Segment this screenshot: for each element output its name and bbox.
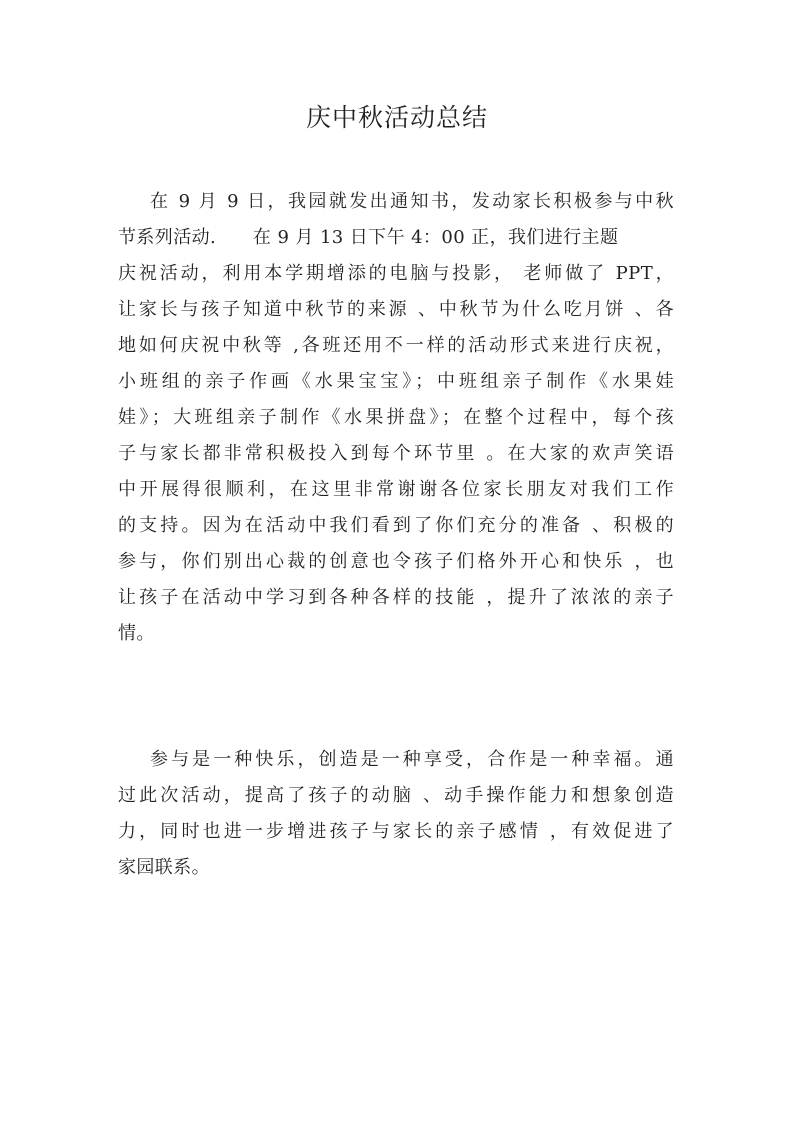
paragraph-line: 家园联系。 bbox=[118, 857, 210, 878]
paragraph-line: 子与家长都非常积极投入到每个环节里 。在大家的欢声笑语 bbox=[118, 443, 674, 464]
paragraph-line: 庆祝活动，利用本学期增添的电脑与投影， 老师做了 PPT， bbox=[118, 263, 674, 284]
paragraph-line: 过此次活动，提高了孩子的动脑 、动手操作能力和想象创造 bbox=[118, 785, 674, 806]
paragraph-line: 在 9 月 9 日，我园就发出通知书，发动家长积极参与中秋 bbox=[150, 191, 674, 212]
paragraph-line: 参与是一种快乐，创造是一种享受，合作是一种幸福。通 bbox=[150, 749, 674, 770]
paragraph-2 bbox=[118, 742, 674, 886]
paragraph-line: 地如何庆祝中秋等 ,各班还用不一样的活动形式来进行庆祝， bbox=[118, 335, 674, 356]
document-title: 庆中秋活动总结 bbox=[305, 103, 488, 132]
paragraph-line: 参与，你们别出心裁的创意也令孩子们格外开心和快乐 ，也 bbox=[118, 551, 674, 572]
paragraph-line: 力，同时也进一步增进孩子与家长的亲子感情 ，有效促进了 bbox=[118, 821, 674, 842]
paragraph-1 bbox=[118, 184, 674, 652]
paragraph-line: 让孩子在活动中学习到各种各样的技能 ，提升了浓浓的亲子 bbox=[118, 587, 674, 608]
paragraph-line: 娃》；大班组亲子制作《水果拼盘》；在整个过程中，每个孩 bbox=[118, 407, 674, 428]
paragraph-line: 的支持。因为在活动中我们看到了你们充分的准备 、积极的 bbox=[118, 515, 674, 536]
paragraph-line: 让家长与孩子知道中秋节的来源 、中秋节为什么吃月饼 、各 bbox=[118, 299, 674, 320]
paragraph-line: 情。 bbox=[118, 623, 155, 644]
paragraph-line: 节系列活动. 在 9 月 13 日下午 4：00 正，我们进行主题 bbox=[118, 227, 619, 248]
paragraph-line: 中开展得很顺利，在这里非常谢谢各位家长朋友对我们工作 bbox=[118, 479, 674, 500]
paragraph-line: 小班组的亲子作画《水果宝宝》；中班组亲子制作《水果娃 bbox=[118, 371, 674, 392]
